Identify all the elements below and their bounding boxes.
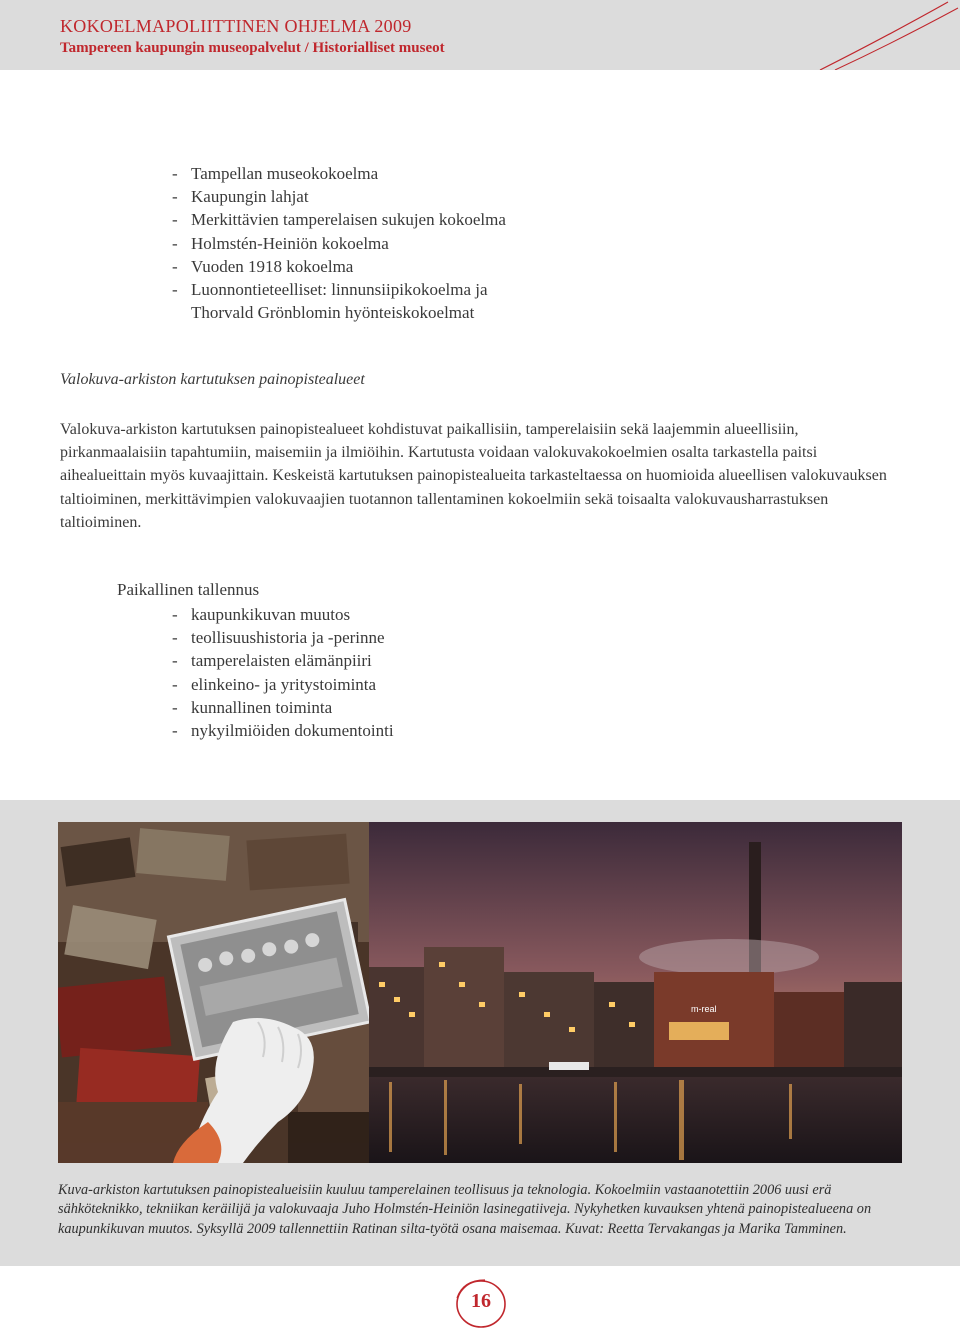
list-item: - Vuoden 1918 kokoelma (172, 256, 354, 276)
photo-caption: Kuva-arkiston kartutuksen painopistealueisiin kuuluu tamperelainen teollisuus ja teknologia. Kokoelmiin vastaanotettiin 2006 uusi erä sähköteknikko, tekniikan keräilijä ja valokuvaaja Juho Holmstén-Heiniön lasinegatiiveja. Nykyhetken kuvauksen yhtenä painopistealueena on kaupunkikuvan muutos. Syksyllä 2009 tallennettiin Ratinan silta-työtä osana maisemaa. Kuvat: Reetta Tervakangas ja Marika Tamminen. (58, 1182, 872, 1237)
section-heading: Valokuva-arkiston kartutuksen painopistealueet (60, 371, 365, 388)
list-item: - Luonnontieteelliset: linnunsiipikokoelma ja Thorvald Grönblomin hyönteiskokoelmat (172, 280, 488, 323)
glass-negatives-photo (58, 822, 369, 1163)
list-item: - elinkeino- ja yritystoiminta (172, 674, 377, 694)
local-recording-list (172, 603, 394, 742)
building-sign: m-real (691, 1004, 717, 1014)
document-subtitle: Tampereen kaupungin museopalvelut / Historialliset museot (60, 40, 445, 56)
collections-list (172, 162, 506, 324)
list-item: - tamperelaisten elämänpiiri (172, 651, 372, 671)
list-item: - kaupunkikuvan muutos (172, 605, 351, 624)
list-item: - Merkittävien tamperelaisen sukujen kokoelma (172, 210, 506, 230)
list-item: - nykyilmiöiden dokumentointi (172, 721, 394, 741)
list-item: - kunnallinen toiminta (172, 697, 333, 717)
local-recording-heading: Paikallinen tallennus (117, 580, 260, 599)
list-item: - Kaupungin lahjat (172, 187, 309, 207)
city-dusk-photo (369, 822, 902, 1163)
document-title: KOKOELMAPOLIITTINEN OHJELMA 2009 (60, 16, 412, 36)
page-header (0, 0, 960, 70)
list-item: - Tampellan museokokoelma (172, 164, 379, 183)
list-item: - teollisuushistoria ja -perinne (172, 628, 385, 648)
page-number: 16 (449, 1274, 513, 1332)
body-paragraph: Valokuva-arkiston kartutuksen painopistealueet kohdistuvat paikallisiin, tamperelaisiin sekä laajemmin alueellisiin, pirkanmaalaisiin tapahtumiin, maisemiin ja ilmiöihin. Kartutusta voidaan valokuvakokoelmien osalta tarkastella paitsi aihealueittain myös kuvaajittain. Keskeistä kartutuksen painopistealueita tarkasteltaessa on huomioida alueellisen valokuvauksen taltioiminen, merkittävimpien valokuvaajien tuotannon tallentaminen kokoelmiin sekä toisaalta valokuvausharrastuksen taltioiminen. (60, 421, 887, 531)
list-item: - Holmstén-Heiniön kokoelma (172, 233, 389, 253)
